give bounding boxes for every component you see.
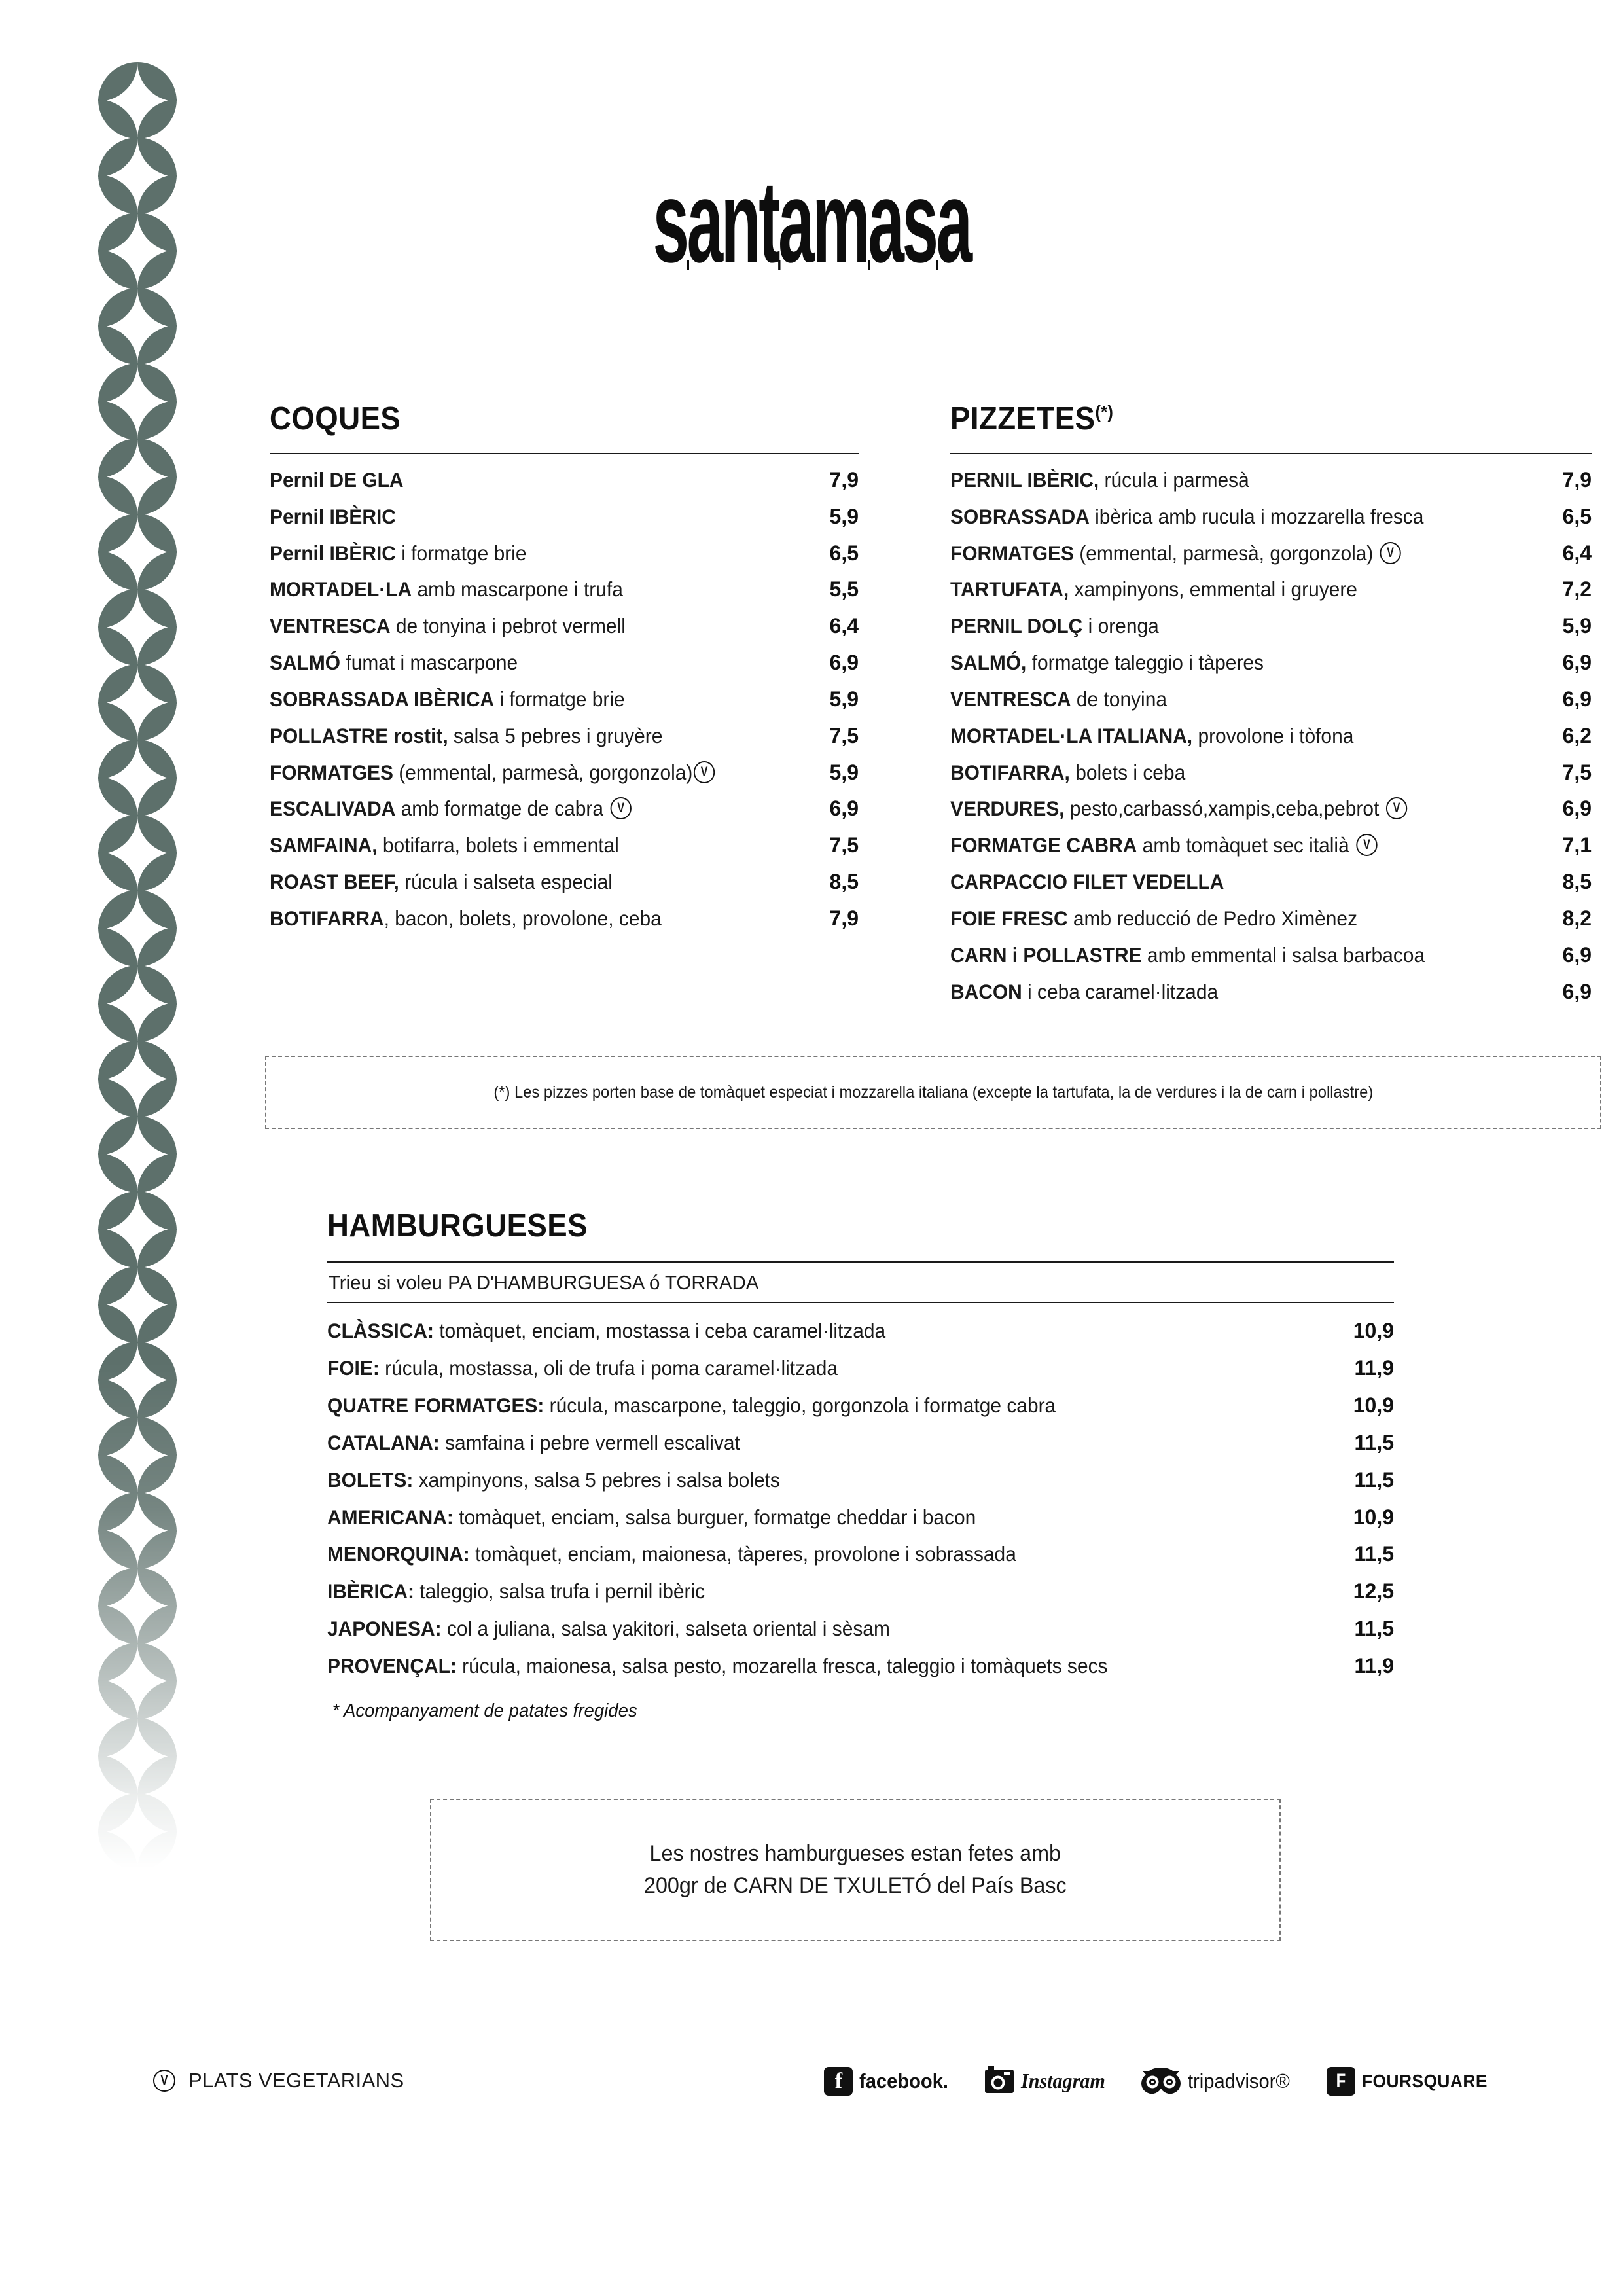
coques-item-price-1: 5,9 — [829, 504, 859, 528]
coques-divider — [270, 453, 859, 454]
hamburgueses-row — [327, 1537, 1394, 1571]
foursquare-link[interactable] — [1327, 2067, 1495, 2096]
coques-item-price-12: 7,9 — [829, 906, 859, 930]
vegetarian-icon — [1386, 797, 1407, 819]
instagram-link[interactable] — [984, 2065, 1111, 2097]
pizzetes-item-name-14: BACON i ceba caramel·litzada — [950, 979, 1219, 1003]
ornament-unit — [98, 1342, 177, 1417]
ornament-unit — [98, 439, 177, 514]
coques-row — [270, 756, 859, 790]
coques-row — [270, 792, 859, 826]
pizzetes-row — [950, 500, 1592, 534]
pizzetes-item-name-5: SALMÓ, formatge taleggio i tàperes — [950, 651, 1264, 675]
pizzetes-item-name-13: CARN i POLLASTRE amb emmental i salsa barbacoa — [950, 942, 1425, 967]
tripadvisor-link[interactable] — [1141, 2065, 1296, 2097]
vegetarian-icon — [1356, 834, 1377, 856]
ornament-unit — [98, 62, 177, 137]
social-links — [824, 2065, 1495, 2097]
pizzetes-item-price-3: 7,2 — [1562, 577, 1592, 601]
hamburgueses-item-price-1: 11,9 — [1354, 1355, 1394, 1380]
coques-item-price-0: 7,9 — [829, 468, 859, 492]
page-footer — [0, 2065, 1623, 2117]
hamburgueses-item-price-8: 11,5 — [1354, 1617, 1394, 1641]
pizzetes-item-price-7: 6,2 — [1562, 723, 1592, 747]
pizzetes-row — [950, 902, 1592, 936]
hamburgueses-item-price-2: 10,9 — [1353, 1393, 1394, 1417]
hamburgueses-row — [327, 1500, 1394, 1535]
hamburgueses-row — [327, 1426, 1394, 1460]
coques-item-price-3: 5,5 — [829, 577, 859, 601]
facebook-label: facebook. — [859, 2069, 949, 2092]
coques-row — [270, 500, 859, 534]
pizzetes-row — [950, 646, 1592, 680]
pizzetes-item-price-5: 6,9 — [1562, 651, 1592, 675]
pizzetes-item-price-14: 6,9 — [1562, 979, 1592, 1003]
coques-item-name-8: FORMATGES (emmental, parmesà, gorgonzola) V — [270, 756, 772, 789]
coques-row — [270, 829, 859, 863]
ornament-unit — [98, 1417, 177, 1492]
pizzetes-item-price-0: 7,9 — [1562, 468, 1592, 492]
foursquare-label: FOURSQUARE — [1361, 2070, 1488, 2091]
hamburgueses-item-price-4: 11,5 — [1354, 1467, 1394, 1492]
pizzetes-divider — [950, 453, 1592, 454]
ornament-unit — [98, 589, 177, 664]
section-hamburgueses — [327, 1208, 1394, 1722]
pizzetes-item-name-12: FOIE FRESC amb reducció de Pedro Ximènez — [950, 906, 1358, 930]
coques-item-price-9: 6,9 — [829, 797, 859, 821]
coques-item-price-6: 5,9 — [829, 687, 859, 711]
coques-row — [270, 902, 859, 936]
pizzetes-item-name-8: BOTIFARRA, bolets i ceba — [950, 760, 1186, 784]
pizzetes-item-price-12: 8,2 — [1562, 906, 1592, 930]
coques-item-name-4: VENTRESCA de tonyina i pebrot vermell — [270, 614, 626, 638]
hamburgueses-item-price-6: 11,5 — [1354, 1542, 1394, 1566]
coques-item-price-10: 7,5 — [829, 833, 859, 857]
ornament-unit — [98, 514, 177, 589]
coques-item-name-5: SALMÓ fumat i mascarpone — [270, 651, 518, 675]
pizzetes-row — [950, 537, 1592, 571]
pizzetes-item-name-0: PERNIL IBÈRIC, rúcula i parmesà — [950, 468, 1249, 492]
hamburgueses-row — [327, 1463, 1394, 1498]
pizzetes-row — [950, 975, 1592, 1009]
hamburgueses-divider-bottom — [327, 1302, 1394, 1303]
pizzetes-row — [950, 792, 1592, 826]
hamburgueses-item-name-0: CLÀSSICA: tomàquet, enciam, mostassa i ceba caramel·litzada — [327, 1319, 886, 1342]
tripadvisor-label: tripadvisor® — [1188, 2069, 1290, 2092]
pizzetes-item-price-8: 7,5 — [1562, 760, 1592, 784]
facebook-icon: f — [824, 2067, 853, 2096]
pizzetes-item-price-2: 6,4 — [1562, 541, 1592, 565]
coques-item-price-11: 8,5 — [829, 870, 859, 894]
pizzetes-item-name-11: CARPACCIO FILET VEDELLA — [950, 870, 1224, 894]
ornament-unit — [98, 1718, 177, 1793]
hamburgueses-row — [327, 1314, 1394, 1348]
hamburgueses-item-name-8: JAPONESA: col a juliana, salsa yakitori, salseta oriental i sèsam — [327, 1617, 890, 1641]
pizzetes-row — [950, 573, 1592, 607]
coques-item-name-1: Pernil IBÈRIC — [270, 504, 396, 528]
coques-row — [270, 573, 859, 607]
foursquare-icon: F — [1327, 2067, 1355, 2096]
coques-item-name-12: BOTIFARRA, bacon, bolets, provolone, ceba — [270, 906, 662, 930]
coques-row — [270, 719, 859, 753]
brand-logo-text: santamasa — [652, 156, 971, 287]
ornament-unit — [98, 1266, 177, 1342]
hamburgueses-item-name-1: FOIE: rúcula, mostassa, oli de trufa i poma caramel·litzada — [327, 1355, 838, 1380]
coques-item-price-4: 6,4 — [829, 614, 859, 638]
pizzetes-item-price-4: 5,9 — [1562, 614, 1592, 638]
coques-item-name-3: MORTADEL·LA amb mascarpone i trufa — [270, 577, 623, 601]
coques-item-name-6: SOBRASSADA IBÈRICA i formatge brie — [270, 687, 625, 711]
pizzetes-item-name-4: PERNIL DOLÇ i orenga — [950, 614, 1159, 638]
pizzetes-item-price-1: 6,5 — [1562, 504, 1592, 528]
coques-row — [270, 537, 859, 571]
ornament-unit — [98, 1568, 177, 1643]
coques-item-price-8: 5,9 — [829, 760, 859, 784]
hamburgueses-item-name-5: AMERICANA: tomàquet, enciam, salsa burguer, formatge cheddar i bacon — [327, 1505, 976, 1529]
brand-logo — [0, 156, 1623, 287]
hamburgueses-item-name-9: PROVENÇAL: rúcula, maionesa, salsa pesto, mozarella fresca, taleggio i tomàquets secs — [327, 1654, 1108, 1678]
pizzetes-row — [950, 829, 1592, 863]
section-coques — [270, 401, 859, 939]
hamburgueses-item-price-5: 10,9 — [1353, 1505, 1394, 1529]
hamburgueses-footnote: * Acompanyament de patates fregides — [332, 1700, 637, 1722]
section-pizzetes — [950, 401, 1592, 1011]
pizzetes-item-name-7: MORTADEL·LA ITALIANA, provolone i tòfona — [950, 723, 1354, 747]
instagram-icon — [984, 2065, 1014, 2097]
ornament-unit — [98, 288, 177, 363]
hamburgueses-item-name-2: QUATRE FORMATGES: rúcula, mascarpone, taleggio, gorgonzola i formatge cabra — [327, 1393, 1056, 1417]
meat-origin-line-2: 200gr de CARN DE TXULETÓ del País Basc — [644, 1873, 1067, 1898]
pizzetes-row — [950, 609, 1592, 643]
vegetarian-icon — [1380, 542, 1401, 564]
ornament-unit — [98, 1793, 177, 1869]
coques-row — [270, 463, 859, 497]
coques-row — [270, 646, 859, 680]
hamburgueses-row — [327, 1574, 1394, 1609]
pizzetes-row — [950, 756, 1592, 790]
pizzetes-item-list — [950, 463, 1592, 1009]
hamburgueses-item-list — [327, 1314, 1394, 1683]
hamburgueses-row — [327, 1351, 1394, 1386]
hamburgueses-item-name-3: CATALANA: samfaina i pebre vermell escalivat — [327, 1430, 740, 1454]
hamburgueses-title: HAMBURGUESES — [327, 1208, 588, 1244]
pizzetes-row — [950, 719, 1592, 753]
coques-title: COQUES — [270, 401, 401, 437]
coques-row — [270, 609, 859, 643]
hamburgueses-row — [327, 1388, 1394, 1423]
pizzetes-row — [950, 865, 1592, 899]
meat-origin-box — [430, 1799, 1281, 1941]
pizzetes-item-price-11: 8,5 — [1562, 870, 1592, 894]
coques-item-price-5: 6,9 — [829, 651, 859, 675]
ornament-unit — [98, 740, 177, 815]
meat-origin-line-1: Les nostres hamburgueses estan fetes amb — [649, 1841, 1061, 1866]
pizzetes-item-price-10: 7,1 — [1562, 833, 1592, 857]
facebook-link[interactable] — [824, 2067, 954, 2096]
coques-item-name-7: POLLASTRE rostit, salsa 5 pebres i gruyère — [270, 723, 663, 747]
hamburgueses-row — [327, 1649, 1394, 1683]
ornament-unit — [98, 1492, 177, 1568]
ornament-unit — [98, 965, 177, 1041]
hamburgueses-subtitle: Trieu si voleu PA D'HAMBURGUESA ó TORRADA — [328, 1271, 759, 1294]
coques-item-price-7: 7,5 — [829, 723, 859, 747]
vegetarian-icon — [610, 797, 631, 819]
pizzetes-item-name-6: VENTRESCA de tonyina — [950, 687, 1167, 711]
tripadvisor-icon — [1141, 2065, 1181, 2097]
pizzetes-item-price-13: 6,9 — [1562, 942, 1592, 967]
pizzetes-item-name-9: VERDURES, pesto,carbassó,xampis,ceba,pebrot V — [950, 792, 1503, 825]
vegetarian-legend-label: PLATS VEGETARIANS — [188, 2069, 404, 2092]
vegetarian-icon — [153, 2070, 175, 2092]
decorative-border-pattern — [98, 62, 177, 1869]
coques-item-name-11: ROAST BEEF, rúcula i salseta especial — [270, 870, 613, 894]
hamburgueses-item-price-7: 12,5 — [1353, 1579, 1394, 1604]
ornament-unit — [98, 1643, 177, 1718]
hamburgueses-row — [327, 1611, 1394, 1646]
hamburgueses-item-price-0: 10,9 — [1353, 1319, 1394, 1342]
ornament-unit — [98, 664, 177, 740]
hamburgueses-item-name-6: MENORQUINA: tomàquet, enciam, maionesa, tàperes, provolone i sobrassada — [327, 1542, 1016, 1566]
coques-item-list — [270, 463, 859, 936]
ornament-unit — [98, 890, 177, 965]
pizzetes-row — [950, 683, 1592, 717]
coques-item-name-9: ESCALIVADA amb formatge de cabra V — [270, 792, 772, 825]
coques-item-name-0: Pernil DE GLA — [270, 468, 404, 492]
ornament-unit — [98, 815, 177, 890]
pizzetes-row — [950, 939, 1592, 973]
ornament-unit — [98, 1041, 177, 1116]
hamburgueses-item-price-9: 11,9 — [1354, 1654, 1394, 1678]
pizzetes-item-name-10: FORMATGE CABRA amb tomàquet sec italià V — [950, 829, 1503, 862]
hamburgueses-item-price-3: 11,5 — [1354, 1430, 1394, 1454]
pizzetes-item-name-3: TARTUFATA, xampinyons, emmental i gruyere — [950, 577, 1357, 601]
coques-item-name-10: SAMFAINA, botifarra, bolets i emmental — [270, 833, 619, 857]
pizzetes-item-price-6: 6,9 — [1562, 687, 1592, 711]
vegetarian-legend — [152, 2069, 404, 2092]
ornament-unit — [98, 1191, 177, 1266]
pizzetes-title — [950, 401, 1546, 437]
coques-row — [270, 865, 859, 899]
ornament-unit — [98, 363, 177, 439]
coques-item-price-2: 6,5 — [829, 541, 859, 565]
pizzetes-footnote-text: (*) Les pizzes porten base de tomàquet especiat i mozzarella italiana (excepte la tartufata, la de verdures i la de carn i pollastre) — [493, 1083, 1373, 1102]
pizzetes-footnote-box — [265, 1056, 1601, 1129]
vegetarian-icon — [694, 761, 715, 783]
hamburgueses-item-name-4: BOLETS: xampinyons, salsa 5 pebres i salsa bolets — [327, 1467, 780, 1492]
pizzetes-item-name-1: SOBRASSADA ibèrica amb rucula i mozzarella fresca — [950, 504, 1424, 528]
instagram-label: Instagram — [1021, 2069, 1105, 2092]
hamburgueses-item-name-7: IBÈRICA: taleggio, salsa trufa i pernil ibèric — [327, 1579, 705, 1604]
pizzetes-title-marker: (*) — [1095, 402, 1114, 422]
pizzetes-row — [950, 463, 1592, 497]
coques-item-name-2: Pernil IBÈRIC i formatge brie — [270, 541, 527, 565]
ornament-unit — [98, 1116, 177, 1191]
coques-row — [270, 683, 859, 717]
pizzetes-item-price-9: 6,9 — [1562, 797, 1592, 821]
pizzetes-title-text: PIZZETES — [950, 401, 1096, 437]
pizzetes-item-name-2: FORMATGES (emmental, parmesà, gorgonzola) V — [950, 537, 1503, 570]
